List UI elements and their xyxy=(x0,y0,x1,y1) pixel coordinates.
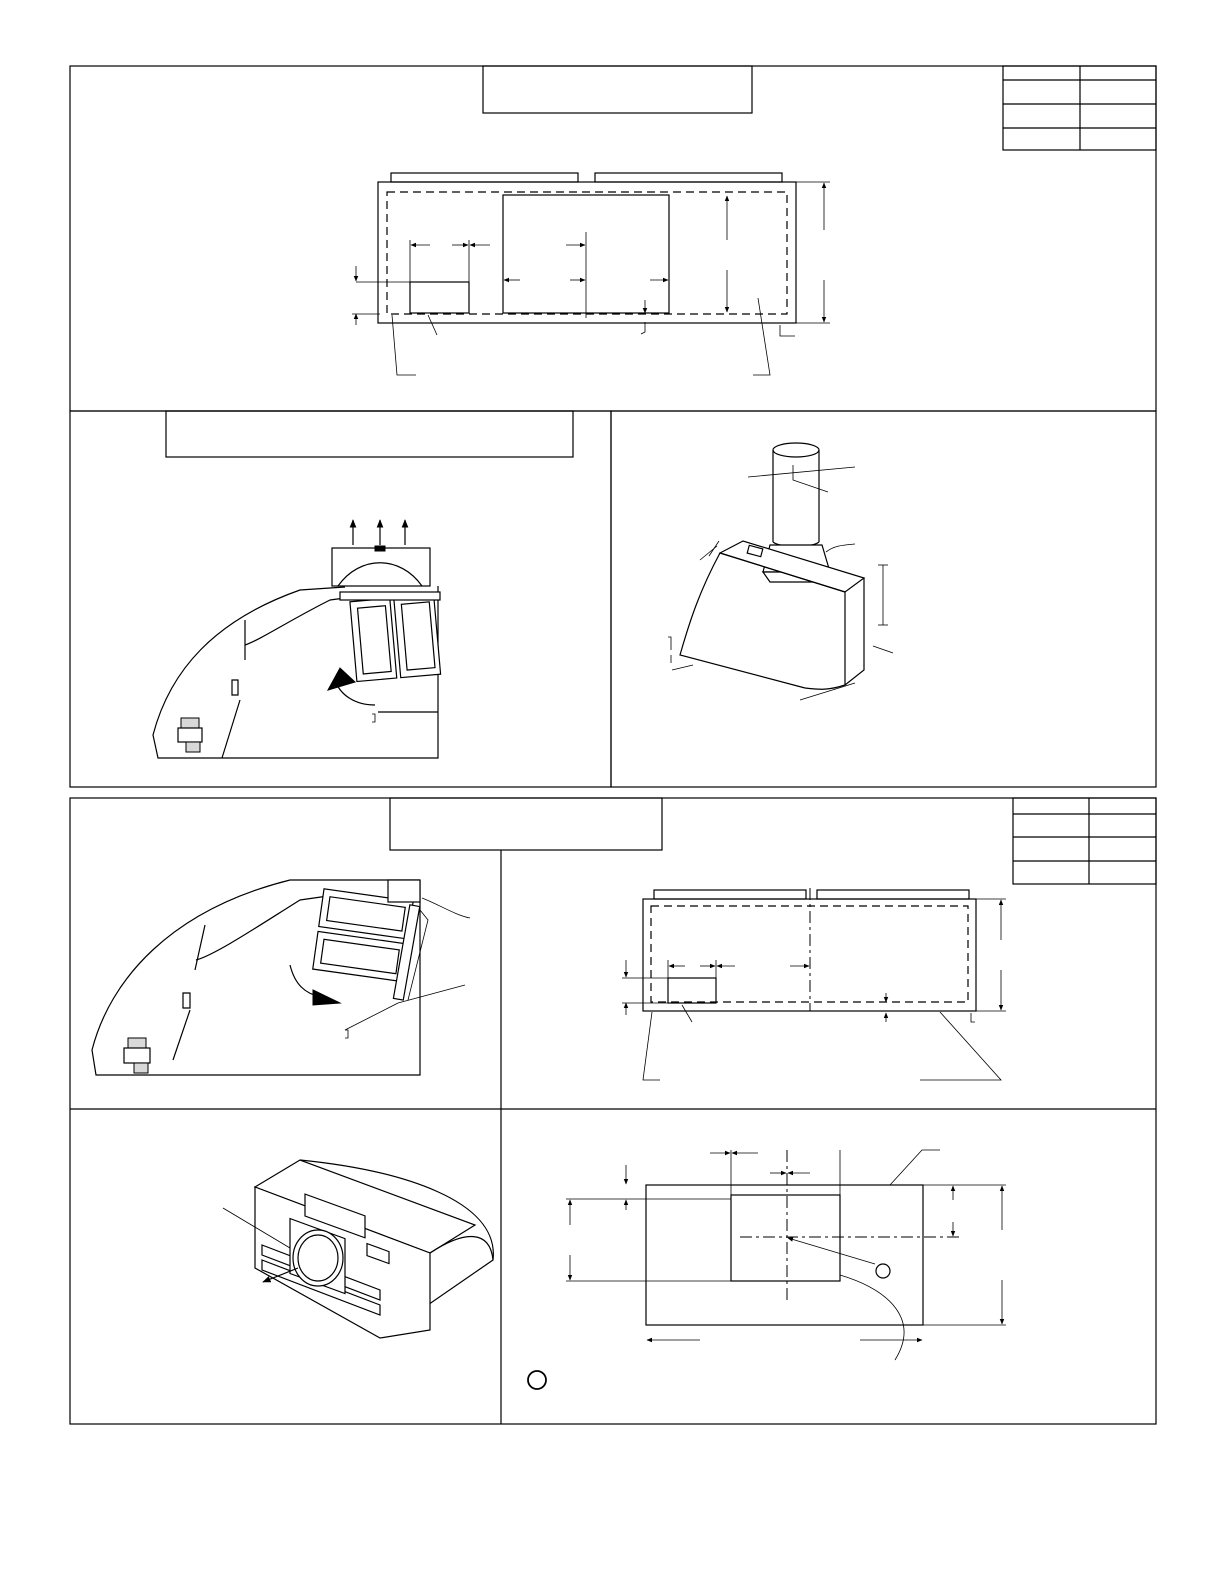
hood-section-filters-up xyxy=(153,520,441,758)
top-revision-table xyxy=(1003,66,1156,150)
bottom-panel xyxy=(70,798,1156,1424)
top-title-box xyxy=(483,66,752,113)
cutout-template xyxy=(528,1150,1006,1389)
bottom-title-box xyxy=(390,798,662,850)
note-circle-icon xyxy=(528,1371,546,1389)
middle-left-title-box xyxy=(166,411,573,457)
light-socket-icon-2 xyxy=(124,1038,150,1073)
top-panel xyxy=(70,66,1156,411)
bottom-front-view xyxy=(622,888,1006,1080)
hood-section-filters-down xyxy=(92,880,470,1075)
middle-right-panel xyxy=(611,411,1156,787)
middle-left-panel xyxy=(70,411,611,787)
hood-isometric-with-duct xyxy=(668,443,893,700)
hood-rear-isometric xyxy=(223,1160,493,1338)
light-socket-icon xyxy=(178,718,202,752)
bottom-revision-table xyxy=(1013,798,1156,884)
top-front-view xyxy=(352,173,830,375)
